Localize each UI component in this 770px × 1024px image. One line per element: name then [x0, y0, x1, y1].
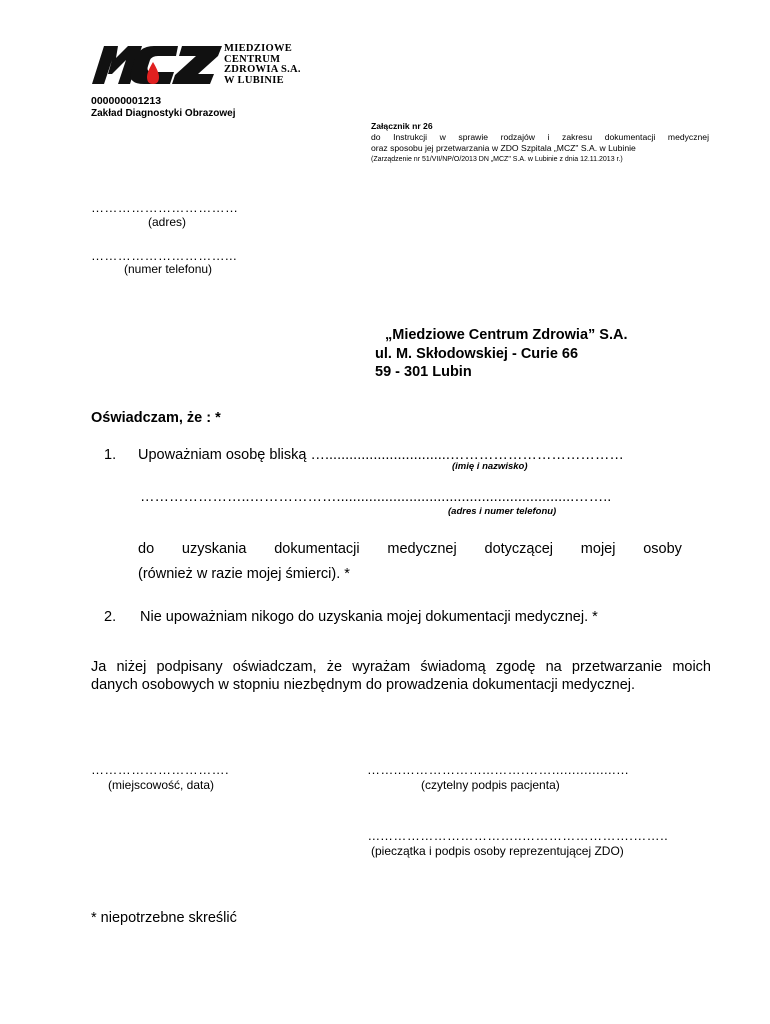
- footnote: * niepotrzebne skreślić: [91, 910, 237, 926]
- place-date-field[interactable]: ………………………….: [91, 762, 230, 777]
- recipient-address: [375, 326, 628, 382]
- authorize-person-field[interactable]: Upoważniam osobę bliską …...............................………………………………: [138, 447, 624, 463]
- address-field[interactable]: ……………………………: [91, 200, 239, 215]
- phone-label: (numer telefonu): [124, 262, 213, 276]
- address-label: (adres): [148, 215, 187, 229]
- patient-signature-label: (czytelny podpis pacjenta): [421, 778, 560, 792]
- attachment-note: [371, 121, 709, 165]
- logo-line: ZDROWIA S.A.: [224, 64, 301, 75]
- stamp-signature-label: (pieczątka i podpis osoby reprezentującej ZDO): [371, 844, 624, 858]
- patient-signature-field[interactable]: ……..………………...…….……................…: [367, 762, 630, 777]
- logo-company-name: [224, 44, 301, 86]
- attachment-line: oraz sposobu jej przetwarzania w ZDO Szpitala „MCZ" S.A. w Lubinie: [371, 143, 636, 153]
- word: mojej: [580, 541, 616, 557]
- phone-field[interactable]: …………………………...: [91, 248, 238, 263]
- word: dokumentacji: [274, 541, 360, 557]
- recipient-street: ul. M. Skłodowskiej - Curie 66: [375, 345, 579, 362]
- item-number: 2.: [104, 609, 117, 625]
- item1-continuation: (również w razie mojej śmierci). *: [138, 566, 350, 582]
- consent-line: danych osobowych w stopniu niezbędnym do prowadzenia dokumentacji medycznej.: [91, 677, 636, 693]
- address-phone-field[interactable]: …………………..………………...........................................................……..: [140, 489, 612, 505]
- address-phone-caption: (adres i numer telefonu): [448, 506, 557, 517]
- mcz-logo-mark: [90, 40, 225, 92]
- attachment-title: Załącznik nr 26: [371, 121, 433, 131]
- word: medycznej: [387, 541, 457, 557]
- department-name: Zakład Diagnostyki Obrazowej: [91, 108, 236, 119]
- word: uzyskania: [181, 541, 247, 557]
- word: dotyczącej: [484, 541, 554, 557]
- no-authorization-option[interactable]: Nie upoważniam nikogo do uzyskania mojej dokumentacji medycznej. *: [140, 609, 598, 625]
- item-number: 1.: [104, 447, 117, 463]
- logo-line: MIEDZIOWE: [224, 43, 293, 54]
- consent-paragraph: [91, 658, 711, 694]
- attachment-line: do Instrukcji w sprawie rodzajów i zakresu dokumentacji medycznej: [371, 132, 709, 142]
- attachment-decree: (Zarządzenie nr 51/VII/NP/O/2013 DN „MCZ" S.A. w Lubinie z dnia 12.11.2013 r.): [371, 156, 623, 163]
- recipient-city: 59 - 301 Lubin: [375, 364, 472, 380]
- document-number: 000000001213: [91, 95, 162, 107]
- logo-line: CENTRUM: [224, 53, 281, 65]
- stamp-signature-field[interactable]: ...…………………………..…………………….……..: [368, 828, 669, 843]
- logo-line: W LUBINIE: [224, 74, 284, 86]
- recipient-name: „Miedziowe Centrum Zdrowia” S.A.: [385, 327, 628, 343]
- item1-justified-line: [138, 541, 682, 557]
- word: osoby: [643, 541, 682, 557]
- consent-line: Ja niżej podpisany oświadczam, że wyrażam świadomą zgodę na przetwarzanie moich: [91, 659, 711, 675]
- name-caption: (imię i nazwisko): [452, 461, 528, 472]
- place-date-label: (miejscowość, data): [108, 778, 215, 792]
- word: do: [138, 541, 155, 557]
- declaration-heading: Oświadczam, że : *: [91, 410, 221, 426]
